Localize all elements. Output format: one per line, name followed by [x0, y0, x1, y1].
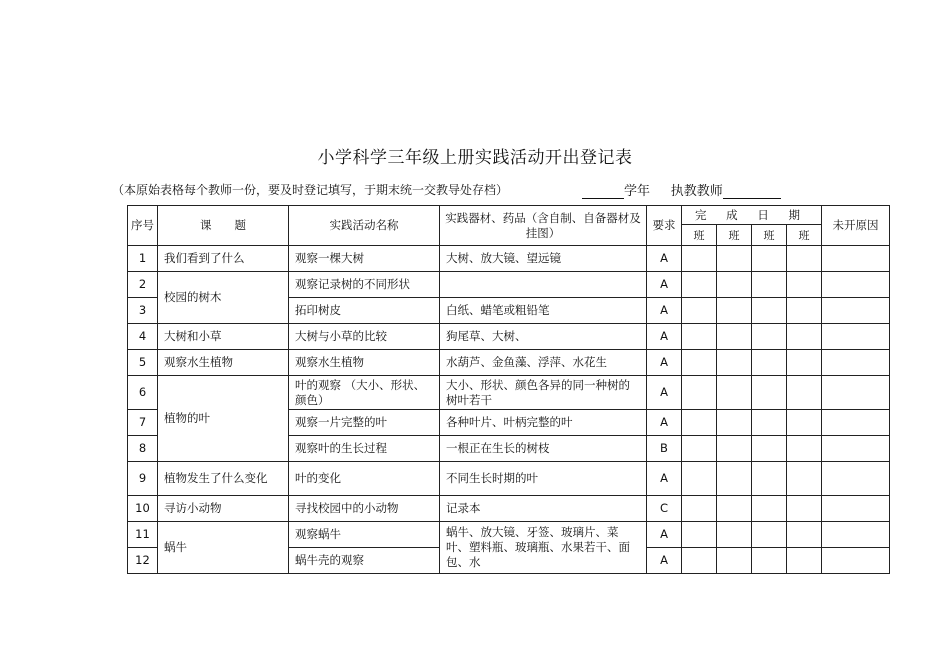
date-cell[interactable] — [787, 410, 822, 436]
date-cell[interactable] — [787, 462, 822, 496]
materials-cell: 记录本 — [440, 496, 647, 522]
header-materials: 实践器材、药品（含自制、自备器材及挂图） — [440, 206, 647, 246]
header-activity: 实践活动名称 — [289, 206, 440, 246]
header-not-opened: 未开原因 — [822, 206, 890, 246]
date-cell[interactable] — [682, 272, 717, 298]
requirement-cell: A — [647, 548, 682, 574]
seq-cell: 6 — [128, 376, 158, 410]
date-cell[interactable] — [717, 436, 752, 462]
table-row — [128, 462, 890, 496]
reason-cell[interactable] — [822, 350, 890, 376]
date-cell[interactable] — [787, 246, 822, 272]
requirement-cell: A — [647, 246, 682, 272]
date-cell[interactable] — [717, 462, 752, 496]
date-cell[interactable] — [682, 462, 717, 496]
reason-cell[interactable] — [822, 548, 890, 574]
header-seq: 序号 — [128, 206, 158, 246]
table-row — [128, 272, 890, 298]
requirement-cell: A — [647, 272, 682, 298]
date-cell[interactable] — [682, 410, 717, 436]
seq-cell: 2 — [128, 272, 158, 298]
requirement-cell: A — [647, 410, 682, 436]
date-cell[interactable] — [787, 376, 822, 410]
reason-cell[interactable] — [822, 376, 890, 410]
header-topic: 课 题 — [158, 206, 289, 246]
date-cell[interactable] — [717, 376, 752, 410]
date-cell[interactable] — [682, 376, 717, 410]
date-cell[interactable] — [752, 272, 787, 298]
date-cell[interactable] — [682, 246, 717, 272]
date-cell[interactable] — [717, 496, 752, 522]
seq-cell: 3 — [128, 298, 158, 324]
date-cell[interactable] — [787, 548, 822, 574]
activity-cell: 拓印树皮 — [289, 298, 440, 324]
table-row — [128, 376, 890, 410]
activity-cell: 大树与小草的比较 — [289, 324, 440, 350]
reason-cell[interactable] — [822, 410, 890, 436]
activity-cell: 观察记录树的不同形状 — [289, 272, 440, 298]
header-class-4: 班 — [787, 225, 822, 246]
table-row — [128, 246, 890, 272]
date-cell[interactable] — [717, 246, 752, 272]
materials-cell: 白纸、蜡笔或粗铅笔 — [440, 298, 647, 324]
materials-cell: 一根正在生长的树枝 — [440, 436, 647, 462]
seq-cell: 12 — [128, 548, 158, 574]
date-cell[interactable] — [787, 496, 822, 522]
school-year-blank[interactable] — [582, 184, 624, 199]
date-cell[interactable] — [682, 298, 717, 324]
topic-cell: 植物的叶 — [158, 376, 289, 462]
requirement-cell: A — [647, 462, 682, 496]
date-cell[interactable] — [752, 376, 787, 410]
date-cell[interactable] — [752, 324, 787, 350]
activity-cell: 观察一片完整的叶 — [289, 410, 440, 436]
date-cell[interactable] — [682, 436, 717, 462]
table-row — [128, 350, 890, 376]
date-cell[interactable] — [717, 410, 752, 436]
date-cell[interactable] — [752, 298, 787, 324]
reason-cell[interactable] — [822, 272, 890, 298]
date-cell[interactable] — [787, 272, 822, 298]
date-cell[interactable] — [787, 324, 822, 350]
seq-cell: 8 — [128, 436, 158, 462]
date-cell[interactable] — [752, 410, 787, 436]
registration-table — [127, 205, 890, 574]
requirement-cell: A — [647, 324, 682, 350]
materials-cell: 水葫芦、金鱼藻、浮萍、水花生 — [440, 350, 647, 376]
table-row — [128, 496, 890, 522]
table-row — [128, 324, 890, 350]
date-cell[interactable] — [752, 548, 787, 574]
reason-cell[interactable] — [822, 246, 890, 272]
activity-cell: 寻找校园中的小动物 — [289, 496, 440, 522]
instruction-note: （本原始表格每个教师一份，要及时登记填写，于期末统一交教导处存档） — [112, 183, 509, 197]
date-cell[interactable] — [717, 522, 752, 548]
header-class-2: 班 — [717, 225, 752, 246]
activity-cell: 观察一棵大树 — [289, 246, 440, 272]
seq-cell: 5 — [128, 350, 158, 376]
topic-cell: 观察水生植物 — [158, 350, 289, 376]
reason-cell[interactable] — [822, 496, 890, 522]
activity-cell: 观察叶的生长过程 — [289, 436, 440, 462]
teacher-blank[interactable] — [723, 184, 781, 199]
date-cell[interactable] — [717, 272, 752, 298]
materials-cell: 蜗牛、放大镜、牙签、玻璃片、菜叶、塑料瓶、玻璃瓶、水果若干、面包、水 — [440, 522, 647, 574]
date-cell[interactable] — [752, 522, 787, 548]
date-cell[interactable] — [682, 548, 717, 574]
materials-cell: 大小、形状、颜色各异的同一种树的树叶若干 — [440, 376, 647, 410]
seq-cell: 10 — [128, 496, 158, 522]
requirement-cell: A — [647, 376, 682, 410]
header-class-3: 班 — [752, 225, 787, 246]
date-cell[interactable] — [682, 324, 717, 350]
topic-cell: 我们看到了什么 — [158, 246, 289, 272]
requirement-cell: B — [647, 436, 682, 462]
activity-cell: 叶的变化 — [289, 462, 440, 496]
date-cell[interactable] — [717, 298, 752, 324]
activity-cell: 叶的观察 （大小、形状、颜色） — [289, 376, 440, 410]
date-cell[interactable] — [752, 350, 787, 376]
reason-cell[interactable] — [822, 298, 890, 324]
materials-cell — [440, 272, 647, 298]
date-cell[interactable] — [682, 522, 717, 548]
date-cell[interactable] — [682, 350, 717, 376]
date-cell[interactable] — [752, 436, 787, 462]
page-title: 小学科学三年级上册实践活动开出登记表 — [317, 148, 633, 168]
materials-cell: 不同生长时期的叶 — [440, 462, 647, 496]
date-cell[interactable] — [787, 298, 822, 324]
seq-cell: 9 — [128, 462, 158, 496]
requirement-cell: A — [647, 298, 682, 324]
seq-cell: 1 — [128, 246, 158, 272]
seq-cell: 7 — [128, 410, 158, 436]
date-cell[interactable] — [717, 324, 752, 350]
date-cell[interactable] — [752, 496, 787, 522]
school-year-label: 学年 — [624, 184, 651, 199]
activity-cell: 观察蜗牛 — [289, 522, 440, 548]
topic-cell: 校园的树木 — [158, 272, 289, 324]
date-cell[interactable] — [752, 462, 787, 496]
activity-cell: 观察水生植物 — [289, 350, 440, 376]
teacher-label: 执教教师 — [670, 184, 723, 199]
date-cell[interactable] — [682, 496, 717, 522]
date-cell[interactable] — [752, 246, 787, 272]
header-class-1: 班 — [682, 225, 717, 246]
reason-cell[interactable] — [822, 324, 890, 350]
date-cell[interactable] — [717, 350, 752, 376]
requirement-cell: A — [647, 522, 682, 548]
header-row — [128, 206, 890, 225]
date-cell[interactable] — [787, 522, 822, 548]
topic-cell: 寻访小动物 — [158, 496, 289, 522]
activity-cell: 蜗牛壳的观察 — [289, 548, 440, 574]
date-cell[interactable] — [717, 548, 752, 574]
form-meta — [582, 180, 781, 199]
topic-cell: 植物发生了什么变化 — [158, 462, 289, 496]
reason-cell[interactable] — [822, 462, 890, 496]
header-requirement: 要求 — [647, 206, 682, 246]
materials-cell: 各种叶片、叶柄完整的叶 — [440, 410, 647, 436]
seq-cell: 11 — [128, 522, 158, 548]
topic-cell: 大树和小草 — [158, 324, 289, 350]
header-completion-date: 完 成 日 期 — [682, 206, 822, 225]
materials-cell: 大树、放大镜、望远镜 — [440, 246, 647, 272]
requirement-cell: C — [647, 496, 682, 522]
date-cell[interactable] — [787, 350, 822, 376]
requirement-cell: A — [647, 350, 682, 376]
seq-cell: 4 — [128, 324, 158, 350]
date-cell[interactable] — [787, 436, 822, 462]
reason-cell[interactable] — [822, 522, 890, 548]
reason-cell[interactable] — [822, 436, 890, 462]
table-row — [128, 522, 890, 548]
materials-cell: 狗尾草、大树、 — [440, 324, 647, 350]
topic-cell: 蜗牛 — [158, 522, 289, 574]
